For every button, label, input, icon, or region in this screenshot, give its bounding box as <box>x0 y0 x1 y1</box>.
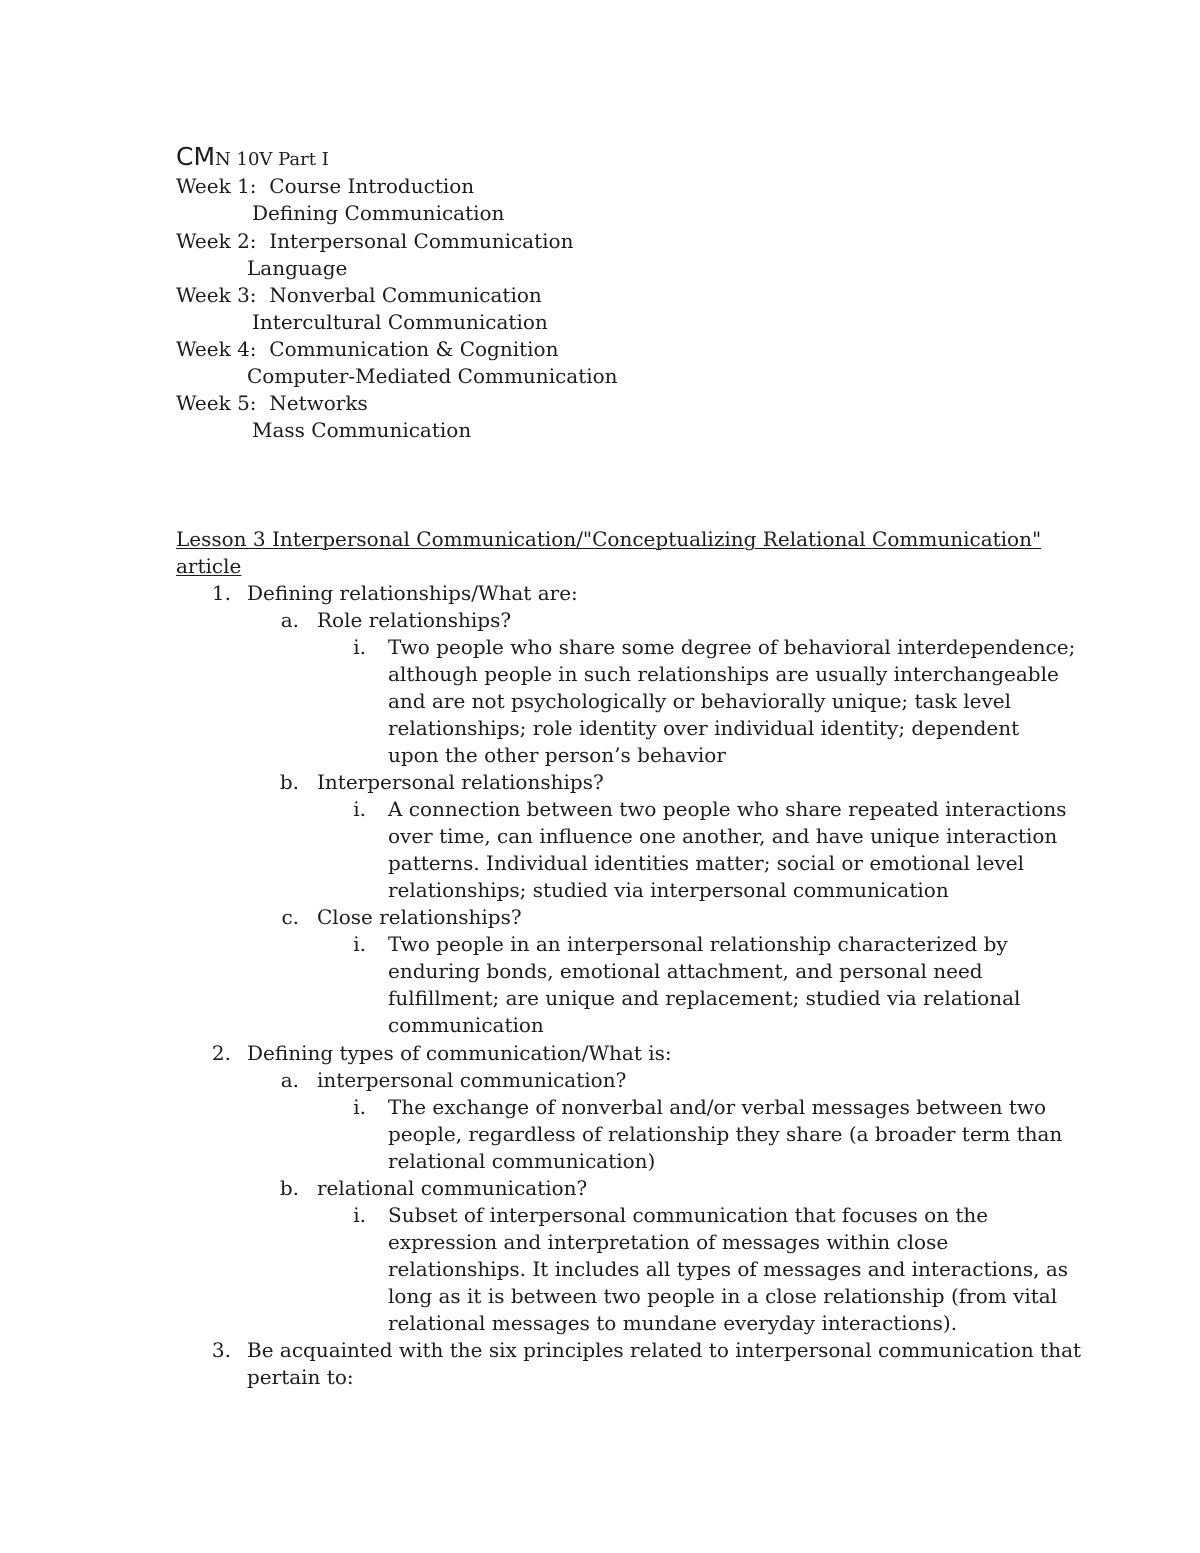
sub-item-text: Close relationships? <box>317 905 522 929</box>
list-number: 1. <box>211 581 231 605</box>
schedule-week-2 <box>176 228 573 255</box>
answer-line: long as it is between two people in a close relationship (from vital <box>388 1284 1058 1308</box>
answer-line: Two people in an interpersonal relationship characterized by <box>388 932 1008 956</box>
answer-line: The exchange of nonverbal and/or verbal messages between two <box>388 1095 1047 1119</box>
week-label: Week 1: <box>176 174 257 198</box>
schedule-week-3-topic-2: Intercultural Communication <box>252 310 548 334</box>
answer-line: relationships; studied via interpersonal communication <box>388 878 949 902</box>
page-title <box>176 143 329 173</box>
answer-line: enduring bonds, emotional attachment, and personal need <box>388 959 983 983</box>
answer-line: relationships; role identity over individual identity; dependent <box>388 716 1020 740</box>
lesson-heading-line-1: Lesson 3 Interpersonal Communication/"Conceptualizing Relational Communication" <box>176 527 1042 551</box>
sub-item-text: Interpersonal relationships? <box>317 770 604 794</box>
answer-1a <box>176 634 1075 661</box>
week-label: Week 2: <box>176 229 257 253</box>
week-label: Week 5: <box>176 391 257 415</box>
answer-line: patterns. Individual identities matter; social or emotional level <box>388 851 1024 875</box>
schedule-week-2-topic-2: Language <box>247 256 348 280</box>
answer-1c <box>176 931 1008 958</box>
roman-marker: i. <box>353 1095 366 1119</box>
sub-item-1c <box>176 904 522 931</box>
answer-line: people, regardless of relationship they share (a broader term than <box>388 1122 1063 1146</box>
answer-line: Subset of interpersonal communication that focuses on the <box>388 1203 989 1227</box>
sub-letter: b. <box>279 770 299 794</box>
answer-line: and are not psychologically or behaviorally unique; task level <box>388 689 1011 713</box>
answer-2a <box>176 1094 1046 1121</box>
sub-item-text: interpersonal communication? <box>317 1068 627 1092</box>
schedule-week-4-topic-2: Computer-Mediated Communication <box>247 364 618 388</box>
roman-marker: i. <box>353 1203 366 1227</box>
answer-line: relationships. It includes all types of messages and interactions, as <box>388 1257 1069 1281</box>
list-item-text-continued: pertain to: <box>247 1365 354 1389</box>
answer-line: communication <box>388 1013 544 1037</box>
answer-line: expression and interpretation of messages within close <box>388 1230 949 1254</box>
sub-item-2b <box>176 1175 587 1202</box>
schedule-week-5-topic-2: Mass Communication <box>252 418 472 442</box>
title-rest: N 10V Part I <box>215 149 329 170</box>
week-topic: Communication & Cognition <box>269 337 559 361</box>
sub-letter: a. <box>280 1068 299 1092</box>
roman-marker: i. <box>353 797 366 821</box>
roman-marker: i. <box>353 635 366 659</box>
week-topic: Interpersonal Communication <box>269 229 574 253</box>
list-number: 2. <box>211 1041 231 1065</box>
answer-line: Two people who share some degree of behavioral interdependence; <box>388 635 1076 659</box>
schedule-week-1 <box>176 173 474 200</box>
week-label: Week 4: <box>176 337 257 361</box>
title-prefix: CM <box>176 142 216 171</box>
list-number: 3. <box>211 1338 231 1362</box>
sub-item-1a <box>176 607 511 634</box>
list-item-2 <box>176 1040 672 1067</box>
answer-2b <box>176 1202 988 1229</box>
schedule-week-5 <box>176 390 368 417</box>
list-item-3 <box>176 1337 1081 1364</box>
list-item-text: Defining relationships/What are: <box>247 581 578 605</box>
answer-line: although people in such relationships are usually interchangeable <box>388 662 1059 686</box>
answer-line: relational messages to mundane everyday interactions). <box>388 1311 958 1335</box>
sub-item-text: Role relationships? <box>317 608 512 632</box>
answer-line: A connection between two people who share repeated interactions <box>388 797 1067 821</box>
sub-item-1b <box>176 769 604 796</box>
answer-line: relational communication) <box>388 1149 656 1173</box>
answer-line: over time, can influence one another, and have unique interaction <box>388 824 1058 848</box>
list-item-1 <box>176 580 578 607</box>
sub-letter: b. <box>279 1176 299 1200</box>
sub-item-text: relational communication? <box>317 1176 588 1200</box>
schedule-week-1-topic-2: Defining Communication <box>252 201 505 225</box>
sub-letter: a. <box>280 608 299 632</box>
answer-line: fulfillment; are unique and replacement; studied via relational <box>388 986 1021 1010</box>
week-label: Week 3: <box>176 283 257 307</box>
roman-marker: i. <box>353 932 366 956</box>
sub-item-2a <box>176 1067 626 1094</box>
week-topic: Networks <box>269 391 368 415</box>
answer-1b <box>176 796 1067 823</box>
list-item-text: Defining types of communication/What is: <box>247 1041 672 1065</box>
lesson-heading-line-2: article <box>176 554 242 578</box>
week-topic: Course Introduction <box>269 174 475 198</box>
week-topic: Nonverbal Communication <box>269 283 542 307</box>
schedule-week-4 <box>176 336 558 363</box>
sub-letter: c. <box>281 905 299 929</box>
schedule-week-3 <box>176 282 542 309</box>
list-item-text: Be acquainted with the six principles related to interpersonal communication that <box>247 1338 1082 1362</box>
answer-line: upon the other person’s behavior <box>388 743 726 767</box>
